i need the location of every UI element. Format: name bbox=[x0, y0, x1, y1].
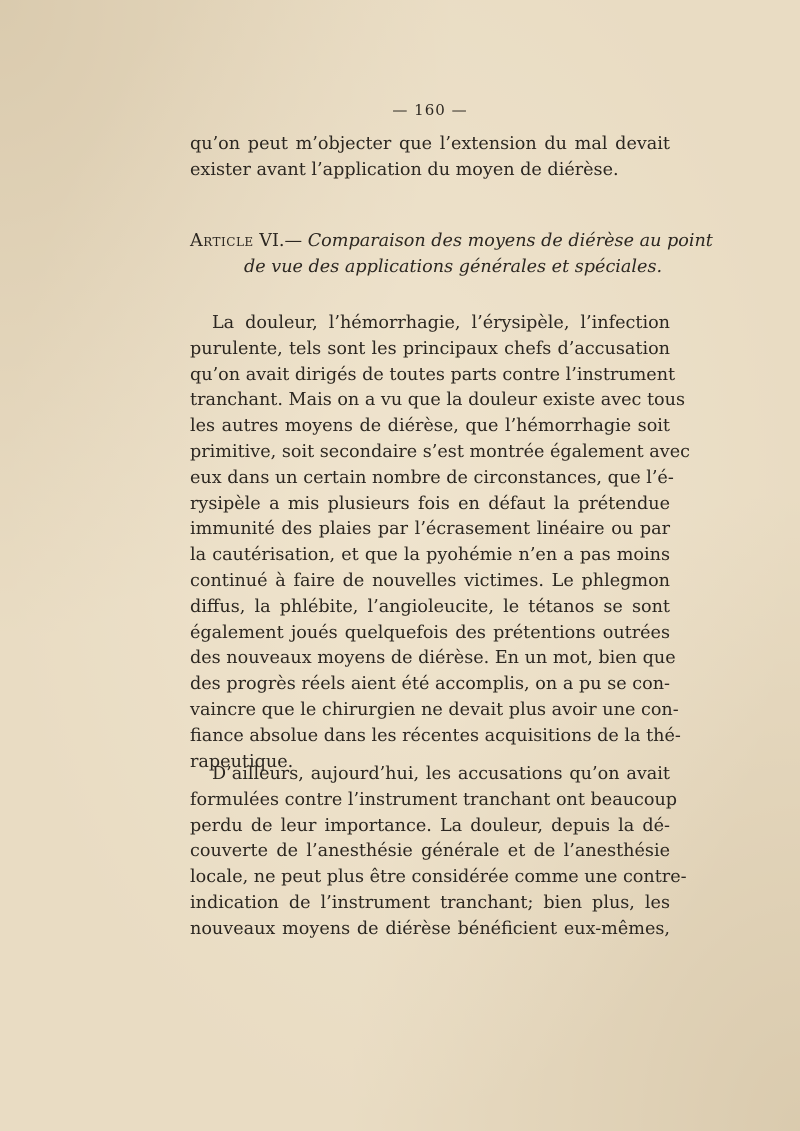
text-line: perdu de leur importance. La douleur, depuis la dé- bbox=[190, 815, 670, 836]
text-line: continué à faire de nouvelles victimes. Le phlegmon bbox=[190, 570, 670, 591]
text-line: rapeutique. bbox=[190, 751, 294, 772]
article-title-line-2: de vue des applications générales et spéciales. bbox=[244, 257, 663, 277]
text-line: couverte de l’anesthésie générale et de l’anesthésie bbox=[190, 841, 670, 862]
article-number: VI.— bbox=[259, 231, 303, 251]
text-line: nouveaux moyens de diérèse bénéficient eux-mêmes, bbox=[190, 918, 670, 939]
text-line: également joués quelquefois des prétentions outrées bbox=[190, 622, 670, 643]
intro-paragraph bbox=[190, 132, 670, 184]
article-title-line-1: Comparaison des moyens de diérèse au point bbox=[307, 231, 713, 251]
paragraph-2 bbox=[190, 762, 687, 943]
text-line: qu’on peut m’objecter que l’extension du mal devait bbox=[190, 134, 670, 154]
text-line: locale, ne peut plus être considérée comme une contre- bbox=[190, 867, 687, 888]
text-line: la cautérisation, et que la pyohémie n’en a pas moins bbox=[190, 545, 670, 566]
text-line: indication de l’instrument tranchant; bien plus, les bbox=[190, 892, 670, 913]
article-label: Article bbox=[190, 231, 254, 251]
text-line: qu’on avait dirigés de toutes parts contre l’instrument bbox=[190, 364, 676, 385]
text-line: rysipèle a mis plusieurs fois en défaut la prétendue bbox=[190, 493, 670, 514]
text-line: diffus, la phlébite, l’angioleucite, le tétanos se sont bbox=[190, 596, 670, 617]
page-number: — 160 — bbox=[392, 101, 468, 119]
text-line: formulées contre l’instrument tranchant ont beaucoup bbox=[190, 789, 678, 810]
text-line: les autres moyens de diérèse, que l’hémorrhagie soit bbox=[190, 416, 670, 437]
article-heading bbox=[190, 228, 713, 280]
text-line: eux dans un certain nombre de circonstances, que l’é- bbox=[190, 467, 674, 488]
text-line: La douleur, l’hémorrhagie, l’érysipèle, l’infection bbox=[212, 313, 670, 333]
text-line: des progrès réels aient été accomplis, on a pu se con- bbox=[190, 674, 670, 695]
text-line: purulente, tels sont les principaux chefs d’accusation bbox=[190, 338, 670, 359]
text-line: D’ailleurs, aujourd’hui, les accusations qu’on avait bbox=[212, 764, 670, 784]
text-line: exister avant l’application du moyen de diérèse. bbox=[190, 159, 619, 180]
text-line: fiance absolue dans les récentes acquisitions de la thé- bbox=[190, 725, 681, 746]
paragraph-1 bbox=[190, 311, 690, 775]
text-line: tranchant. Mais on a vu que la douleur existe avec tous bbox=[190, 390, 686, 411]
text-line: vaincre que le chirurgien ne devait plus avoir une con- bbox=[190, 699, 679, 720]
text-line: primitive, soit secondaire s’est montrée également avec bbox=[190, 441, 690, 462]
text-line: immunité des plaies par l’écrasement linéaire ou par bbox=[190, 519, 670, 540]
text-line: des nouveaux moyens de diérèse. En un mot, bien que bbox=[190, 648, 676, 669]
